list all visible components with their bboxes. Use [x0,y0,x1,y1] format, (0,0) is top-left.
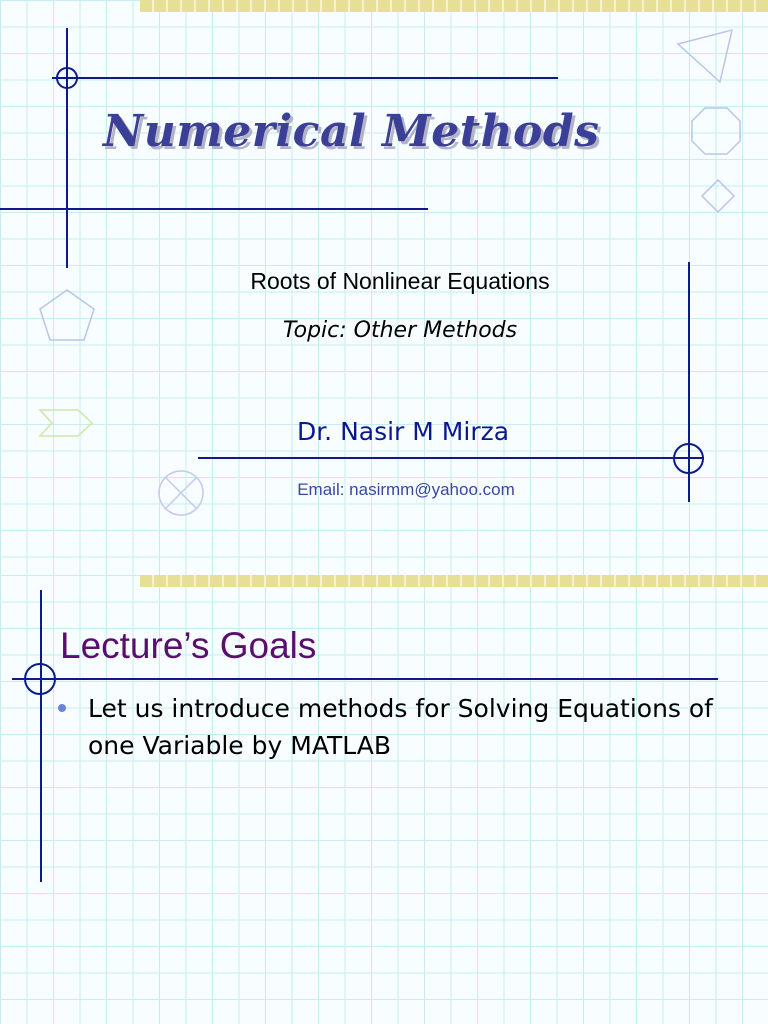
diamond-shape-icon [700,178,736,214]
triangle-shape-icon [676,28,736,86]
slide-heading: Lecture’s Goals [60,625,317,666]
bullet-icon [58,704,66,712]
heading-crosshair [24,663,56,695]
slide-title: Numerical Methods [103,106,600,157]
title-vertical-rule [66,28,68,268]
heading-vertical-rule [40,590,42,882]
goals-slide [0,575,768,1024]
slide-topic: Topic: Other Methods [282,318,518,343]
author-name: Dr. Nasir M Mirza [296,417,510,446]
author-rule [198,457,704,459]
author-crosshair [673,443,704,474]
title-top-rule [52,77,558,79]
top-decor-band [140,0,768,12]
top-decor-band [140,575,768,587]
title-crosshair [56,67,78,89]
author-email: Email: nasirmm@yahoo.com [297,480,515,499]
bullet-text: Let us introduce methods for Solving Equations of one Variable by MATLAB [88,694,713,760]
heading-rule [12,678,718,680]
octagon-shape-icon [690,106,742,156]
slide-subtitle: Roots of Nonlinear Equations [250,268,550,294]
title-bottom-rule [0,208,428,210]
